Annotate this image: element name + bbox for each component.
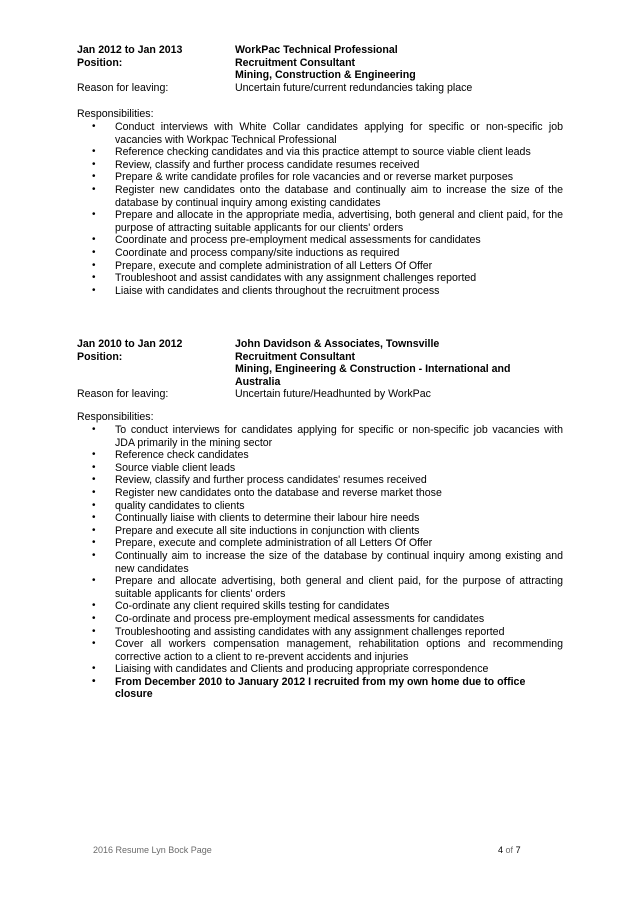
responsibility-item — [77, 474, 563, 487]
responsibility-item — [77, 663, 563, 676]
responsibility-text: Cover all workers compensation management, rehabilitation options and recommending corrective action to a client to re-prevent accidents and injuries — [115, 638, 563, 663]
bullet-icon: • — [92, 575, 96, 587]
responsibility-item — [77, 121, 563, 146]
bullet-icon: • — [92, 524, 96, 536]
bullet-icon: • — [92, 183, 96, 195]
responsibility-item — [77, 449, 563, 462]
bullet-icon: • — [92, 158, 96, 170]
job-header-workpac — [77, 44, 567, 94]
job-company: WorkPac Technical Professional — [235, 44, 398, 56]
bullet-icon: • — [92, 675, 96, 687]
bullet-icon: • — [92, 259, 96, 271]
bullet-icon: • — [92, 474, 96, 486]
responsibility-text: Prepare & write candidate profiles for role vacancies and or reverse market purposes — [115, 171, 514, 184]
job-company: John Davidson & Associates, Townsville — [235, 338, 440, 350]
responsibility-item — [77, 272, 563, 285]
reason-for-leaving: Uncertain future/current redundancies taking place — [235, 81, 473, 94]
current-page: 4 — [498, 845, 504, 855]
bullet-icon: • — [92, 486, 96, 498]
job-dates: Jan 2010 to Jan 2012 — [77, 338, 183, 350]
responsibility-text: Prepare and allocate in the appropriate media, advertising, both general and client paid, for the purpose of attracting suitable applicants for our clients' orders — [115, 209, 563, 234]
responsibility-text: Continually liaise with clients to determine their labour hire needs — [115, 512, 420, 525]
responsibility-item — [77, 159, 563, 172]
responsibility-item — [77, 638, 563, 663]
bullet-icon: • — [92, 209, 96, 221]
page-number — [498, 845, 521, 856]
responsibility-text: Review, classify and further process candidates' resumes received — [115, 474, 427, 487]
bullet-icon: • — [92, 449, 96, 461]
bullet-icon: • — [92, 549, 96, 561]
responsibility-item — [77, 424, 563, 449]
responsibility-text: Troubleshoot and assist candidates with any assignment challenges reported — [115, 272, 477, 285]
responsibility-item — [77, 550, 563, 575]
responsibility-item — [77, 487, 563, 500]
job-position: Recruitment Consultant — [235, 56, 356, 69]
responsibility-item — [77, 500, 563, 513]
responsibility-item — [77, 171, 563, 184]
responsibility-text: Prepare and allocate advertising, both general and client paid, for the purpose of attracting suitable applicants for clients' orders — [115, 575, 563, 600]
responsibilities-list-workpac — [77, 121, 563, 297]
responsibility-text: Coordinate and process pre-employment medical assessments for candidates — [115, 234, 481, 247]
reason-label: Reason for leaving: — [77, 388, 169, 401]
bullet-icon: • — [92, 284, 96, 296]
responsibility-item — [77, 234, 563, 247]
responsibility-item — [77, 184, 563, 209]
reason-label: Reason for leaving: — [77, 81, 169, 94]
responsibility-text: Troubleshooting and assisting candidates with any assignment challenges reported — [115, 625, 505, 638]
responsibility-text: Prepare, execute and complete administration of all Letters Of Offer — [115, 537, 433, 550]
responsibility-text: Reference check candidates — [115, 449, 249, 462]
of-text: of — [505, 845, 514, 855]
job-division: Mining, Engineering & Construction - International and — [235, 363, 511, 376]
responsibility-item — [77, 247, 563, 260]
job-header-jda — [77, 338, 567, 401]
responsibility-item — [77, 537, 563, 550]
responsibility-text: Prepare, execute and complete administration of all Letters Of Offer — [115, 259, 433, 272]
responsibility-text: Register new candidates onto the database and reverse market those — [115, 486, 442, 499]
bullet-icon: • — [92, 600, 96, 612]
responsibility-text: Co-ordinate and process pre-employment medical assessments for candidates — [115, 612, 485, 625]
bullet-icon: • — [92, 171, 96, 183]
responsibility-text: Reference checking candidates and via this practice attempt to source viable client leads — [115, 146, 531, 159]
bullet-icon: • — [92, 234, 96, 246]
responsibility-item — [77, 260, 563, 273]
responsibilities-heading: Responsibilities: — [77, 411, 154, 423]
responsibility-text: Source viable client leads — [115, 461, 236, 474]
responsibility-item — [77, 146, 563, 159]
bullet-icon: • — [92, 537, 96, 549]
job-position: Recruitment Consultant — [235, 350, 356, 363]
bullet-icon: • — [92, 146, 96, 158]
total-pages: 7 — [515, 845, 521, 855]
responsibility-text: Review, classify and further process candidate resumes received — [115, 158, 420, 171]
responsibility-item — [77, 525, 563, 538]
responsibility-item — [77, 285, 563, 298]
responsibility-item — [77, 462, 563, 475]
bullet-icon: • — [92, 424, 96, 435]
responsibility-text: From December 2010 to January 2012 I recruited from my own home due to office closure — [115, 675, 526, 701]
responsibility-item — [77, 209, 563, 234]
responsibility-text: Prepare and execute all site inductions in conjunction with clients — [115, 524, 420, 537]
bullet-icon: • — [92, 663, 96, 675]
bullet-icon: • — [92, 612, 96, 624]
bullet-icon: • — [92, 246, 96, 258]
responsibility-text: Liaising with candidates and Clients and producing appropriate correspondence — [115, 663, 489, 676]
responsibilities-heading: Responsibilities: — [77, 108, 154, 120]
position-label: Position: — [77, 350, 123, 363]
bullet-icon: • — [92, 499, 96, 511]
responsibility-text: Co-ordinate any client required skills testing for candidates — [115, 600, 390, 613]
job-division-cont: Australia — [235, 375, 281, 388]
bullet-icon: • — [92, 461, 96, 473]
responsibility-text: quality candidates to clients — [115, 499, 245, 512]
responsibility-item — [77, 600, 563, 613]
job-division: Mining, Construction & Engineering — [235, 69, 416, 82]
responsibility-item — [77, 613, 563, 626]
bullet-icon: • — [92, 625, 96, 637]
responsibility-text: Conduct interviews with White Collar candidates applying for specific or non-specific job vacancies with Workpac Technical Professional — [115, 121, 563, 146]
responsibility-text: Register new candidates onto the database and continually aim to increase the size of the database by continual inquiry among existing candidates — [115, 183, 563, 209]
responsibility-text: To conduct interviews for candidates applying for specific or non-specific job vacancies with JDA primarily in the mining sector — [115, 424, 563, 449]
responsibility-item — [77, 676, 563, 701]
bullet-icon: • — [92, 638, 96, 650]
bullet-icon: • — [92, 512, 96, 524]
responsibility-text: Coordinate and process company/site inductions as required — [115, 246, 400, 259]
responsibility-item — [77, 575, 563, 600]
position-label: Position: — [77, 56, 123, 69]
footer-title: 2016 Resume Lyn Bock Page — [93, 845, 212, 855]
responsibility-text: Liaise with candidates and clients throughout the recruitment process — [115, 284, 440, 297]
reason-for-leaving: Uncertain future/Headhunted by WorkPac — [235, 388, 431, 401]
job-dates: Jan 2012 to Jan 2013 — [77, 44, 183, 56]
bullet-icon: • — [92, 272, 96, 284]
responsibility-text: Continually aim to increase the size of the database by continual inquiry among existing and new candidates — [115, 549, 563, 575]
responsibility-item — [77, 512, 563, 525]
responsibilities-list-jda — [77, 424, 563, 701]
responsibility-item — [77, 626, 563, 639]
bullet-icon: • — [92, 121, 96, 132]
